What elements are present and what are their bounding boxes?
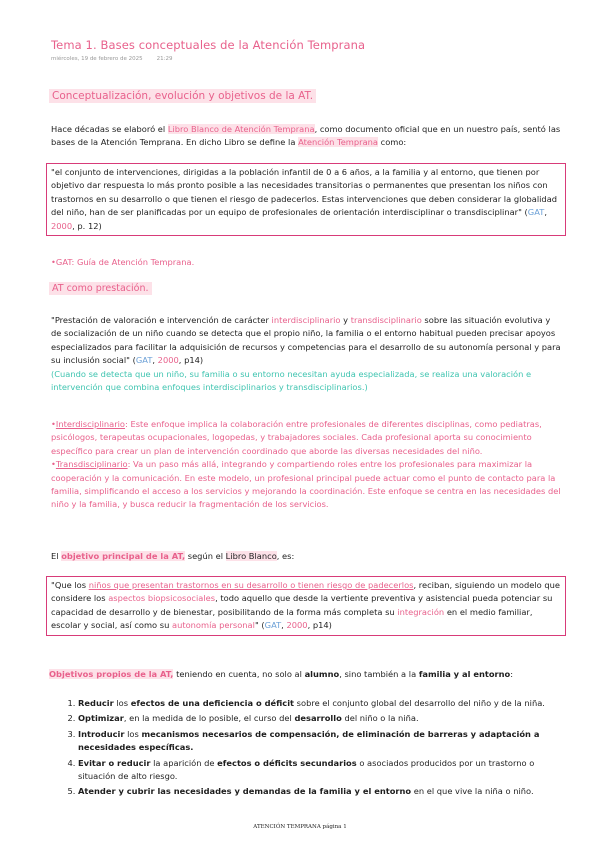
term-ninos-trastornos: niños que presentan trastornos en su desarrollo o tienen riesgo de padecerlos: [88, 580, 414, 590]
inter-text: : Este enfoque implica la colaboración entre profesionales de diferentes disciplinas, como pediatras, psicólogos, terapeutas ocupacionales, logopedas, y trabajadores sociales. Cada profesional aporta su conocimiento específico para crear un plan de intervención coordinado que aborde las diversas necesidades del niño.: [51, 419, 542, 456]
citation-page: , p. 12): [72, 220, 102, 231]
citation-sep: ,: [152, 355, 158, 366]
objetivo-principal-term: objetivo principal de la AT,: [61, 551, 186, 561]
item-text: en el que vive la niña o niño.: [411, 786, 534, 797]
prestacion-text-b: y: [340, 315, 351, 325]
list-item: [78, 697, 560, 710]
prestacion-teal-note: (Cuando se detecta que un niño, su familia o su entorno necesitan ayuda especializada, se realiza una valoración e intervención que combina enfoques interdisciplinarios y transdisciplinarios.): [51, 368, 532, 393]
obj-lead-a: teniendo en cuenta, no solo al: [173, 669, 305, 679]
term-integracion: integración: [397, 606, 445, 617]
lead-text-c: , es:: [276, 551, 295, 561]
objetivo-principal-lead: [51, 550, 561, 563]
objetivos-propios-lead: [49, 668, 559, 681]
quote-text-b: , reciban, siguiendo un modelo que considere los: [51, 580, 560, 604]
item-text: la aparición de: [150, 757, 218, 768]
citation-gat[interactable]: GAT: [527, 207, 545, 218]
citation-page: , p14): [307, 620, 332, 631]
prestacion-text-c: sobre las situación evolutiva y de socialización de un niño cuando se detecta que el propio niño, la familia o el entorno habitual pueden precisar apoyos especializados para facilitar la adquisición de recursos y competencias para el desarrollo de su autonomía personal y para su inclusión social" (: [51, 315, 561, 366]
citation-sep: ,: [281, 620, 287, 631]
definition-quote-text: "el conjunto de intervenciones, dirigidas a la población infantil de 0 a 6 años, a la familia y al entorno, que tienen por objetivo dar respuesta lo más pronto posible a las necesidades transitorias o permanentes que presentan los niños con trastornos en su desarrollo o que tienen el riesgo de padecerlos. Estas intervenciones que deben considerar la globalidad del niño, han de ser planificadas por un equipo de profesionales de orientación interdisciplinar o transdisciplinar" (: [51, 167, 558, 218]
citation-gat[interactable]: GAT: [264, 620, 282, 631]
bullet-inter: •: [51, 419, 56, 429]
term-aspectos-biopsicosociales: aspectos biopsicosociales: [108, 593, 216, 604]
libro-blanco-term: Libro Blanco: [225, 551, 277, 561]
objetivo-quote-box: [46, 576, 566, 636]
intro-text-b: , como documento oficial que en un nuestro país, sentó las bases de la Atención Temprana. En dicho Libro se define la: [51, 124, 561, 148]
obj-lead-c: :: [510, 669, 514, 679]
intro-paragraph: [51, 123, 561, 150]
obj-lead-b: , sino también a la: [339, 669, 419, 679]
page-timestamp: [51, 56, 187, 62]
item-bold-2: mecanismos necesarios de compensación, de eliminación de barreras y adaptación a necesidades específicas.: [78, 728, 540, 753]
item-bold-2: desarrollo: [294, 713, 342, 724]
intro-text-c: como:: [378, 137, 407, 148]
item-text: los: [124, 728, 142, 739]
citation-page: , p14): [178, 355, 204, 366]
page-time: 21:29: [156, 56, 173, 62]
gat-footnote: •GAT: Guía de Atención Temprana.: [51, 257, 195, 267]
objetivos-propios-heading: Objetivos propios de la AT,: [49, 669, 174, 679]
item-text-2: sobre el conjunto global del desarrollo del niño y de la niña.: [294, 698, 545, 708]
intro-text-a: Hace décadas se elaboró el: [51, 124, 168, 134]
citation-gat[interactable]: GAT: [135, 355, 153, 366]
item-text-2: del niño o la niña.: [341, 713, 419, 724]
item-bold: Reducir: [78, 698, 114, 708]
item-text-2: o asociados producidos por un trastorno o situación de alto riesgo.: [78, 757, 535, 782]
quote-text-c: , todo aquello que desde la vertiente preventiva y asistencial pueda potenciar su capacidad de desarrollo y de bienestar, posibilitando de la forma más completa su: [51, 593, 553, 617]
item-bold: Atender y cubrir las necesidades y demandas de la familia y el entorno: [78, 786, 412, 797]
lead-text-b: según el: [185, 551, 226, 561]
section-heading-conceptualizacion: Conceptualización, evolución y objetivos de la AT.: [49, 89, 316, 103]
term-alumno: alumno: [304, 669, 340, 679]
atencion-temprana-term: Atención Temprana: [298, 137, 378, 148]
term-autonomia: autonomía personal: [171, 620, 255, 631]
page-footer: ATENCIÓN TEMPRANA página 1: [253, 824, 347, 830]
list-item: [78, 712, 560, 725]
trans-text: : Va un paso más allá, integrando y compartiendo roles entre los profesionales para maximizar la cooperación y la comunicación. En este modelo, un profesional principal puede actuar como el punto de contacto para la familia, simplificando el acceso a los servicios y mejorando la coordinación. Este enfoque se centra en las necesidades del niño y la familia, y busca reducir la fragmentación de los servicios.: [51, 459, 561, 510]
list-item: [78, 728, 560, 755]
bullet-trans: •: [51, 459, 56, 470]
item-bold: Evitar o reducir: [78, 757, 151, 768]
libro-blanco-link[interactable]: Libro Blanco de Atención Temprana: [167, 124, 315, 134]
disciplinary-notes: [51, 418, 561, 512]
term-transdisciplinario: transdisciplinario: [350, 315, 422, 325]
prestacion-text-a: "Prestación de valoración e intervención de carácter: [51, 315, 272, 325]
item-text: los: [113, 698, 131, 708]
item-bold-2: efectos de una deficiencia o déficit: [130, 698, 295, 708]
quote-text-a: "Que los: [51, 580, 89, 590]
item-bold: Optimizar: [78, 713, 124, 724]
list-item: [78, 757, 560, 784]
citation-year[interactable]: 2000: [157, 355, 179, 366]
inter-label: Interdisciplinario: [55, 419, 126, 429]
quote-text-d: en el medio familiar, escolar y social, así como su: [51, 606, 533, 631]
prestacion-quote: [51, 314, 561, 394]
quote-text-e: " (: [254, 620, 265, 631]
objetivos-list-container: [60, 697, 560, 801]
term-familia-entorno: familia y al entorno: [418, 669, 511, 679]
list-item: [78, 785, 560, 798]
citation-year[interactable]: 2000: [51, 220, 73, 231]
item-bold-2: efectos o déficits secundarios: [217, 757, 357, 768]
definition-quote-box: [46, 163, 566, 236]
item-text: , en la medida de lo posible, el curso del: [123, 713, 295, 724]
objetivos-list: [60, 697, 560, 799]
section-heading-prestacion: AT como prestación.: [49, 282, 152, 295]
trans-label: Transdisciplinario: [55, 459, 128, 470]
term-interdisciplinario: interdisciplinario: [271, 315, 341, 325]
page-date: miércoles, 19 de febrero de 2025: [51, 56, 143, 62]
page-title: Tema 1. Bases conceptuales de la Atención Temprana: [51, 38, 366, 52]
item-bold: Introducir: [78, 728, 125, 739]
citation-year[interactable]: 2000: [286, 620, 308, 631]
lead-text-a: El: [51, 551, 62, 561]
citation-sep: ,: [544, 207, 547, 218]
